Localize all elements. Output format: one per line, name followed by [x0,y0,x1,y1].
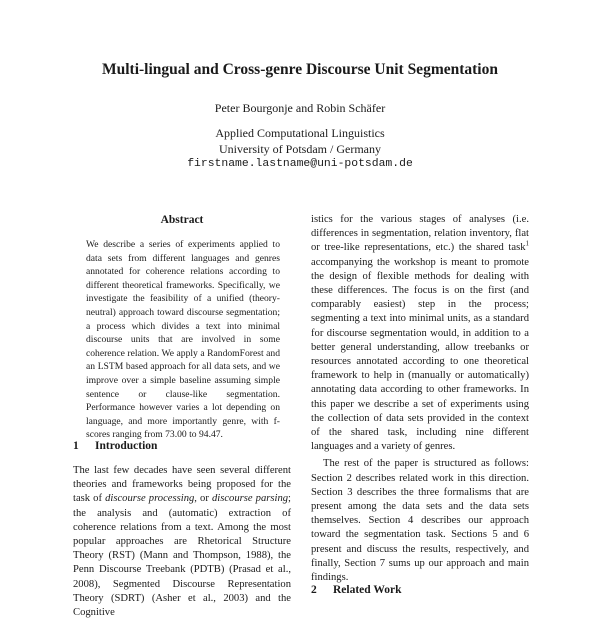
right-column [311,213,529,585]
introduction-paragraph [73,464,291,620]
intro-text-b: , or [194,493,212,505]
section-2-number: 2 [311,584,317,596]
section-1-title: Introduction [95,440,158,452]
section-2-title: Related Work [333,584,402,596]
intro-emphasis-1: discourse processing [105,493,195,505]
section-1-heading [73,440,291,452]
right-p1-text-b: accompanying the workshop is meant to promote the design of flexible methods for dealing with these differences. The focus is on the first (and comparably easiest) step in the process; segmenting a text into minimal units, as a standard for discourse segmentation would, in addition to a better general understanding, allow treebanks or resources annotated according to one theoretical framework to help in (manually or automatically) annotating data according to other frameworks. In this paper we describe a set of experiments using the collection of data sets provided in the context of the shared task, including nine different languages and a variety of genres. [311,256,529,453]
section-1-number: 1 [73,440,79,452]
affiliation [0,126,600,173]
authors: Peter Bourgonje and Robin Schäfer [214,101,386,115]
right-paragraph-2: The rest of the paper is structured as follows: Section 2 describes related work in this direction. Section 3 describes the three formalisms that are present among the data sets and the data sets themselves. Section 4 describes our approach toward the segmentation task. Sections 5 and 6 present and discuss the results, respectively, and finally, Section 7 sums up our approach and main findings. [311,458,529,584]
affiliation-university: University of Potsdam / Germany [219,141,381,156]
footnote-mark[interactable]: 1 [525,239,529,248]
abstract-text: We describe a series of experiments applied to data sets from different languages and genres annotated for coherence relations according to different theoretical frameworks. Specifically, we investigate the feasibility of a unified (theory-neutral) approach toward discourse segmentation; a process which divides a text into minimal discourse units that are involved in some coherence relation. We apply a RandomForest and an LSTM based approach for all data sets, and we improve over a simple baseline assuming simple sentence or clause-like segmentation. Performance however varies a lot depending on language, and more importantly genre, with f-scores ranging from 73.00 to 94.47. [86,239,280,441]
affiliation-department: Applied Computational Linguistics [215,126,385,140]
section-2-heading [311,584,529,596]
intro-emphasis-2: discourse parsing [211,493,289,505]
right-paragraph-1 [311,213,529,454]
abstract-heading: Abstract [160,214,204,226]
paper-title: Multi-lingual and Cross-genre Discourse Unit Segmentation [102,61,498,78]
right-p1-text-a: istics for the various stages of analyses (i.e. differences in segmentation, relation inventory, flat or tree-like representations, etc.) the shared task [311,214,529,254]
intro-text-c: ; the analysis and (automatic) extraction of coherence relations from a text. Among the most popular approaches are Rhetorical Structure Theory (RST) (Mann and Thompson, 1988), the Penn Discourse Treebank (PDTB) (Prasad et al., 2008), Segmented Discourse Representation Theory (SDRT) (Asher et al., 2003) and the Cognitive [73,493,291,619]
intro-text-a: The last few decades have seen several different theories and frameworks being proposed for the task of [73,465,291,505]
author-email: firstname.lastname@uni-potsdam.de [187,158,413,170]
